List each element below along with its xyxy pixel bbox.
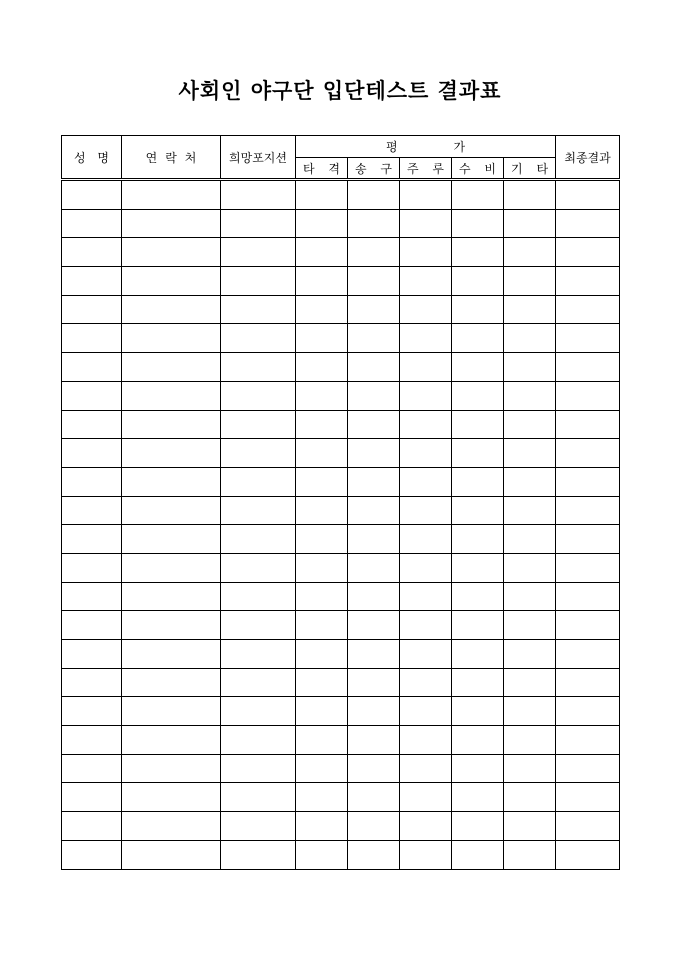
table-cell[interactable]	[122, 467, 221, 496]
table-row	[62, 180, 620, 210]
table-cell[interactable]	[452, 496, 504, 525]
table-cell[interactable]	[504, 381, 556, 410]
table-cell[interactable]	[62, 180, 122, 210]
table-cell[interactable]	[400, 611, 452, 640]
table-cell[interactable]	[221, 410, 296, 439]
table-cell[interactable]	[400, 439, 452, 468]
table-cell[interactable]	[296, 582, 348, 611]
table-cell[interactable]	[221, 381, 296, 410]
table-cell[interactable]	[556, 783, 620, 812]
table-cell[interactable]	[504, 267, 556, 296]
table-cell[interactable]	[400, 381, 452, 410]
table-cell[interactable]	[556, 439, 620, 468]
table-cell[interactable]	[556, 726, 620, 755]
table-cell[interactable]	[62, 410, 122, 439]
document-title: 사회인 야구단 입단테스트 결과표	[178, 78, 502, 103]
table-cell[interactable]	[556, 640, 620, 669]
table-cell[interactable]	[348, 582, 400, 611]
table-cell[interactable]	[296, 697, 348, 726]
header-name: 성 명	[62, 136, 122, 180]
table-cell[interactable]	[400, 668, 452, 697]
table-cell[interactable]	[452, 582, 504, 611]
table-cell[interactable]	[504, 553, 556, 582]
table-cell[interactable]	[452, 611, 504, 640]
table-cell[interactable]	[296, 783, 348, 812]
table-row	[62, 668, 620, 697]
table-cell[interactable]	[221, 783, 296, 812]
table-cell[interactable]	[504, 180, 556, 210]
table-cell[interactable]	[452, 439, 504, 468]
table-cell[interactable]	[452, 754, 504, 783]
table-row	[62, 611, 620, 640]
table-cell[interactable]	[348, 410, 400, 439]
table-cell[interactable]	[62, 611, 122, 640]
table-cell[interactable]	[400, 324, 452, 353]
table-cell[interactable]	[504, 467, 556, 496]
table-cell[interactable]	[504, 582, 556, 611]
table-cell[interactable]	[62, 353, 122, 382]
table-row	[62, 754, 620, 783]
table-row	[62, 295, 620, 324]
table-cell[interactable]	[62, 582, 122, 611]
table-cell[interactable]	[400, 295, 452, 324]
table-cell[interactable]	[452, 381, 504, 410]
header-position: 희망포지션	[221, 136, 296, 180]
table-cell[interactable]	[348, 295, 400, 324]
table-cell[interactable]	[400, 267, 452, 296]
table-cell[interactable]	[122, 697, 221, 726]
table-cell[interactable]	[62, 697, 122, 726]
table-cell[interactable]	[221, 324, 296, 353]
table-cell[interactable]	[221, 467, 296, 496]
table-cell[interactable]	[400, 496, 452, 525]
table-cell[interactable]	[452, 267, 504, 296]
table-cell[interactable]	[556, 381, 620, 410]
table-cell[interactable]	[556, 840, 620, 869]
table-cell[interactable]	[504, 840, 556, 869]
table-cell[interactable]	[122, 840, 221, 869]
table-cell[interactable]	[504, 238, 556, 267]
table-cell[interactable]	[62, 754, 122, 783]
table-cell[interactable]	[452, 180, 504, 210]
table-cell[interactable]	[296, 238, 348, 267]
table-cell[interactable]	[400, 238, 452, 267]
header-evaluation: 평 가	[296, 136, 556, 158]
table-cell[interactable]	[348, 840, 400, 869]
table-cell[interactable]	[296, 467, 348, 496]
table-row	[62, 553, 620, 582]
table-cell[interactable]	[452, 553, 504, 582]
table-cell[interactable]	[452, 238, 504, 267]
table-cell[interactable]	[348, 209, 400, 238]
table-cell[interactable]	[556, 553, 620, 582]
table-cell[interactable]	[504, 668, 556, 697]
table-cell[interactable]	[122, 180, 221, 210]
table-cell[interactable]	[452, 840, 504, 869]
table-row	[62, 267, 620, 296]
table-cell[interactable]	[122, 783, 221, 812]
table-cell[interactable]	[452, 783, 504, 812]
table-cell[interactable]	[452, 324, 504, 353]
table-cell[interactable]	[221, 697, 296, 726]
table-cell[interactable]	[221, 668, 296, 697]
table-cell[interactable]	[221, 353, 296, 382]
table-row	[62, 726, 620, 755]
table-cell[interactable]	[296, 640, 348, 669]
table-cell[interactable]	[62, 324, 122, 353]
table-cell[interactable]	[348, 238, 400, 267]
table-cell[interactable]	[400, 582, 452, 611]
table-cell[interactable]	[221, 640, 296, 669]
table-cell[interactable]	[400, 754, 452, 783]
table-cell[interactable]	[452, 640, 504, 669]
table-cell[interactable]	[348, 496, 400, 525]
table-cell[interactable]	[221, 840, 296, 869]
table-cell[interactable]	[348, 467, 400, 496]
table-cell[interactable]	[122, 812, 221, 841]
table-row	[62, 238, 620, 267]
table-cell[interactable]	[556, 697, 620, 726]
table-cell[interactable]	[62, 496, 122, 525]
table-cell[interactable]	[221, 209, 296, 238]
table-body	[62, 180, 620, 870]
table-cell[interactable]	[400, 840, 452, 869]
table-row	[62, 439, 620, 468]
table-cell[interactable]	[221, 238, 296, 267]
table-cell[interactable]	[221, 726, 296, 755]
table-cell[interactable]	[452, 812, 504, 841]
table-row	[62, 582, 620, 611]
table-cell[interactable]	[296, 410, 348, 439]
table-cell[interactable]	[504, 295, 556, 324]
table-cell[interactable]	[296, 496, 348, 525]
header-contact: 연 락 처	[122, 136, 221, 180]
table-cell[interactable]	[504, 812, 556, 841]
table-cell[interactable]	[221, 496, 296, 525]
table-cell[interactable]	[296, 180, 348, 210]
table-cell[interactable]	[62, 812, 122, 841]
table-cell[interactable]	[556, 467, 620, 496]
table-cell[interactable]	[556, 410, 620, 439]
table-cell[interactable]	[62, 295, 122, 324]
header-batting: 타 격	[296, 158, 348, 180]
table-cell[interactable]	[400, 553, 452, 582]
table-cell[interactable]	[452, 668, 504, 697]
table-cell[interactable]	[348, 754, 400, 783]
table-cell[interactable]	[504, 611, 556, 640]
table-cell[interactable]	[296, 439, 348, 468]
table-cell[interactable]	[452, 525, 504, 554]
table-cell[interactable]	[62, 525, 122, 554]
table-cell[interactable]	[122, 668, 221, 697]
header-other: 기 타	[504, 158, 556, 180]
table-cell[interactable]	[504, 525, 556, 554]
table-cell[interactable]	[221, 553, 296, 582]
table-cell[interactable]	[556, 668, 620, 697]
table-cell[interactable]	[122, 754, 221, 783]
table-cell[interactable]	[122, 582, 221, 611]
table-cell[interactable]	[62, 439, 122, 468]
table-cell[interactable]	[62, 553, 122, 582]
table-cell[interactable]	[348, 324, 400, 353]
table-cell[interactable]	[296, 209, 348, 238]
result-table	[61, 135, 620, 870]
table-row	[62, 783, 620, 812]
table-cell[interactable]	[556, 238, 620, 267]
table-cell[interactable]	[122, 640, 221, 669]
table-cell[interactable]	[221, 525, 296, 554]
table-cell[interactable]	[296, 754, 348, 783]
table-cell[interactable]	[400, 525, 452, 554]
table-cell[interactable]	[504, 209, 556, 238]
table-cell[interactable]	[348, 611, 400, 640]
table-row	[62, 525, 620, 554]
table-cell[interactable]	[296, 381, 348, 410]
table-cell[interactable]	[556, 582, 620, 611]
table-cell[interactable]	[452, 410, 504, 439]
table-cell[interactable]	[62, 726, 122, 755]
table-cell[interactable]	[221, 295, 296, 324]
table-cell[interactable]	[122, 324, 221, 353]
table-cell[interactable]	[122, 295, 221, 324]
table-cell[interactable]	[62, 668, 122, 697]
header-fielding: 수 비	[452, 158, 504, 180]
table-cell[interactable]	[296, 295, 348, 324]
table-cell[interactable]	[221, 754, 296, 783]
table-cell[interactable]	[122, 238, 221, 267]
table-cell[interactable]	[122, 209, 221, 238]
table-cell[interactable]	[296, 812, 348, 841]
table-cell[interactable]	[62, 783, 122, 812]
table-cell[interactable]	[122, 525, 221, 554]
table-cell[interactable]	[504, 726, 556, 755]
table-row	[62, 812, 620, 841]
table-cell[interactable]	[221, 611, 296, 640]
table-cell[interactable]	[62, 209, 122, 238]
table-row	[62, 209, 620, 238]
table-cell[interactable]	[62, 238, 122, 267]
table-cell[interactable]	[452, 697, 504, 726]
table-cell[interactable]	[400, 697, 452, 726]
table-cell[interactable]	[556, 812, 620, 841]
table-cell[interactable]	[556, 295, 620, 324]
table-cell[interactable]	[400, 353, 452, 382]
table-cell[interactable]	[348, 697, 400, 726]
table-cell[interactable]	[296, 726, 348, 755]
table-cell[interactable]	[504, 640, 556, 669]
table-row	[62, 467, 620, 496]
table-cell[interactable]	[504, 496, 556, 525]
header-throwing: 송 구	[348, 158, 400, 180]
table-cell[interactable]	[400, 180, 452, 210]
table-cell[interactable]	[122, 439, 221, 468]
table-cell[interactable]	[556, 525, 620, 554]
table-cell[interactable]	[556, 209, 620, 238]
table-cell[interactable]	[348, 180, 400, 210]
table-cell[interactable]	[296, 324, 348, 353]
table-cell[interactable]	[400, 726, 452, 755]
table-cell[interactable]	[221, 267, 296, 296]
table-cell[interactable]	[556, 754, 620, 783]
table-cell[interactable]	[400, 812, 452, 841]
table-cell[interactable]	[122, 553, 221, 582]
table-cell[interactable]	[296, 668, 348, 697]
table-cell[interactable]	[221, 439, 296, 468]
table-cell[interactable]	[296, 611, 348, 640]
table-cell[interactable]	[221, 812, 296, 841]
header-baserunning: 주 루	[400, 158, 452, 180]
table-row	[62, 840, 620, 869]
table-cell[interactable]	[348, 267, 400, 296]
table-cell[interactable]	[452, 726, 504, 755]
table-cell[interactable]	[504, 353, 556, 382]
table-cell[interactable]	[400, 783, 452, 812]
table-cell[interactable]	[221, 180, 296, 210]
table-cell[interactable]	[122, 267, 221, 296]
table-cell[interactable]	[400, 410, 452, 439]
table-cell[interactable]	[556, 324, 620, 353]
table-cell[interactable]	[452, 353, 504, 382]
table-cell[interactable]	[221, 582, 296, 611]
table-cell[interactable]	[62, 267, 122, 296]
table-row	[62, 381, 620, 410]
table-cell[interactable]	[400, 640, 452, 669]
table-cell[interactable]	[348, 640, 400, 669]
table-row	[62, 353, 620, 382]
table-cell[interactable]	[122, 353, 221, 382]
table-cell[interactable]	[400, 209, 452, 238]
table-cell[interactable]	[556, 496, 620, 525]
table-cell[interactable]	[62, 840, 122, 869]
table-cell[interactable]	[452, 209, 504, 238]
table-cell[interactable]	[62, 381, 122, 410]
table-cell[interactable]	[348, 381, 400, 410]
table-cell[interactable]	[556, 353, 620, 382]
table-cell[interactable]	[452, 295, 504, 324]
table-cell[interactable]	[122, 611, 221, 640]
table-row	[62, 697, 620, 726]
table-cell[interactable]	[504, 439, 556, 468]
table-cell[interactable]	[504, 697, 556, 726]
table-cell[interactable]	[296, 553, 348, 582]
table-row	[62, 410, 620, 439]
table-cell[interactable]	[348, 726, 400, 755]
table-cell[interactable]	[296, 267, 348, 296]
table-cell[interactable]	[504, 410, 556, 439]
table-cell[interactable]	[504, 754, 556, 783]
table-cell[interactable]	[122, 410, 221, 439]
table-cell[interactable]	[452, 467, 504, 496]
table-row	[62, 324, 620, 353]
table-row	[62, 496, 620, 525]
table-cell[interactable]	[348, 353, 400, 382]
table-cell[interactable]	[348, 439, 400, 468]
table-cell[interactable]	[296, 840, 348, 869]
table-cell[interactable]	[348, 525, 400, 554]
table-cell[interactable]	[122, 496, 221, 525]
table-cell[interactable]	[504, 324, 556, 353]
table-cell[interactable]	[400, 467, 452, 496]
table-cell[interactable]	[348, 812, 400, 841]
table-cell[interactable]	[556, 611, 620, 640]
table-cell[interactable]	[296, 353, 348, 382]
table-cell[interactable]	[556, 267, 620, 296]
table-cell[interactable]	[348, 668, 400, 697]
table-cell[interactable]	[348, 783, 400, 812]
table-cell[interactable]	[556, 180, 620, 210]
table-cell[interactable]	[122, 381, 221, 410]
table-cell[interactable]	[504, 783, 556, 812]
header-final: 최종결과	[556, 136, 620, 180]
table-row	[62, 640, 620, 669]
table-cell[interactable]	[122, 726, 221, 755]
table-cell[interactable]	[62, 640, 122, 669]
table-cell[interactable]	[296, 525, 348, 554]
table-cell[interactable]	[62, 467, 122, 496]
table-cell[interactable]	[348, 553, 400, 582]
